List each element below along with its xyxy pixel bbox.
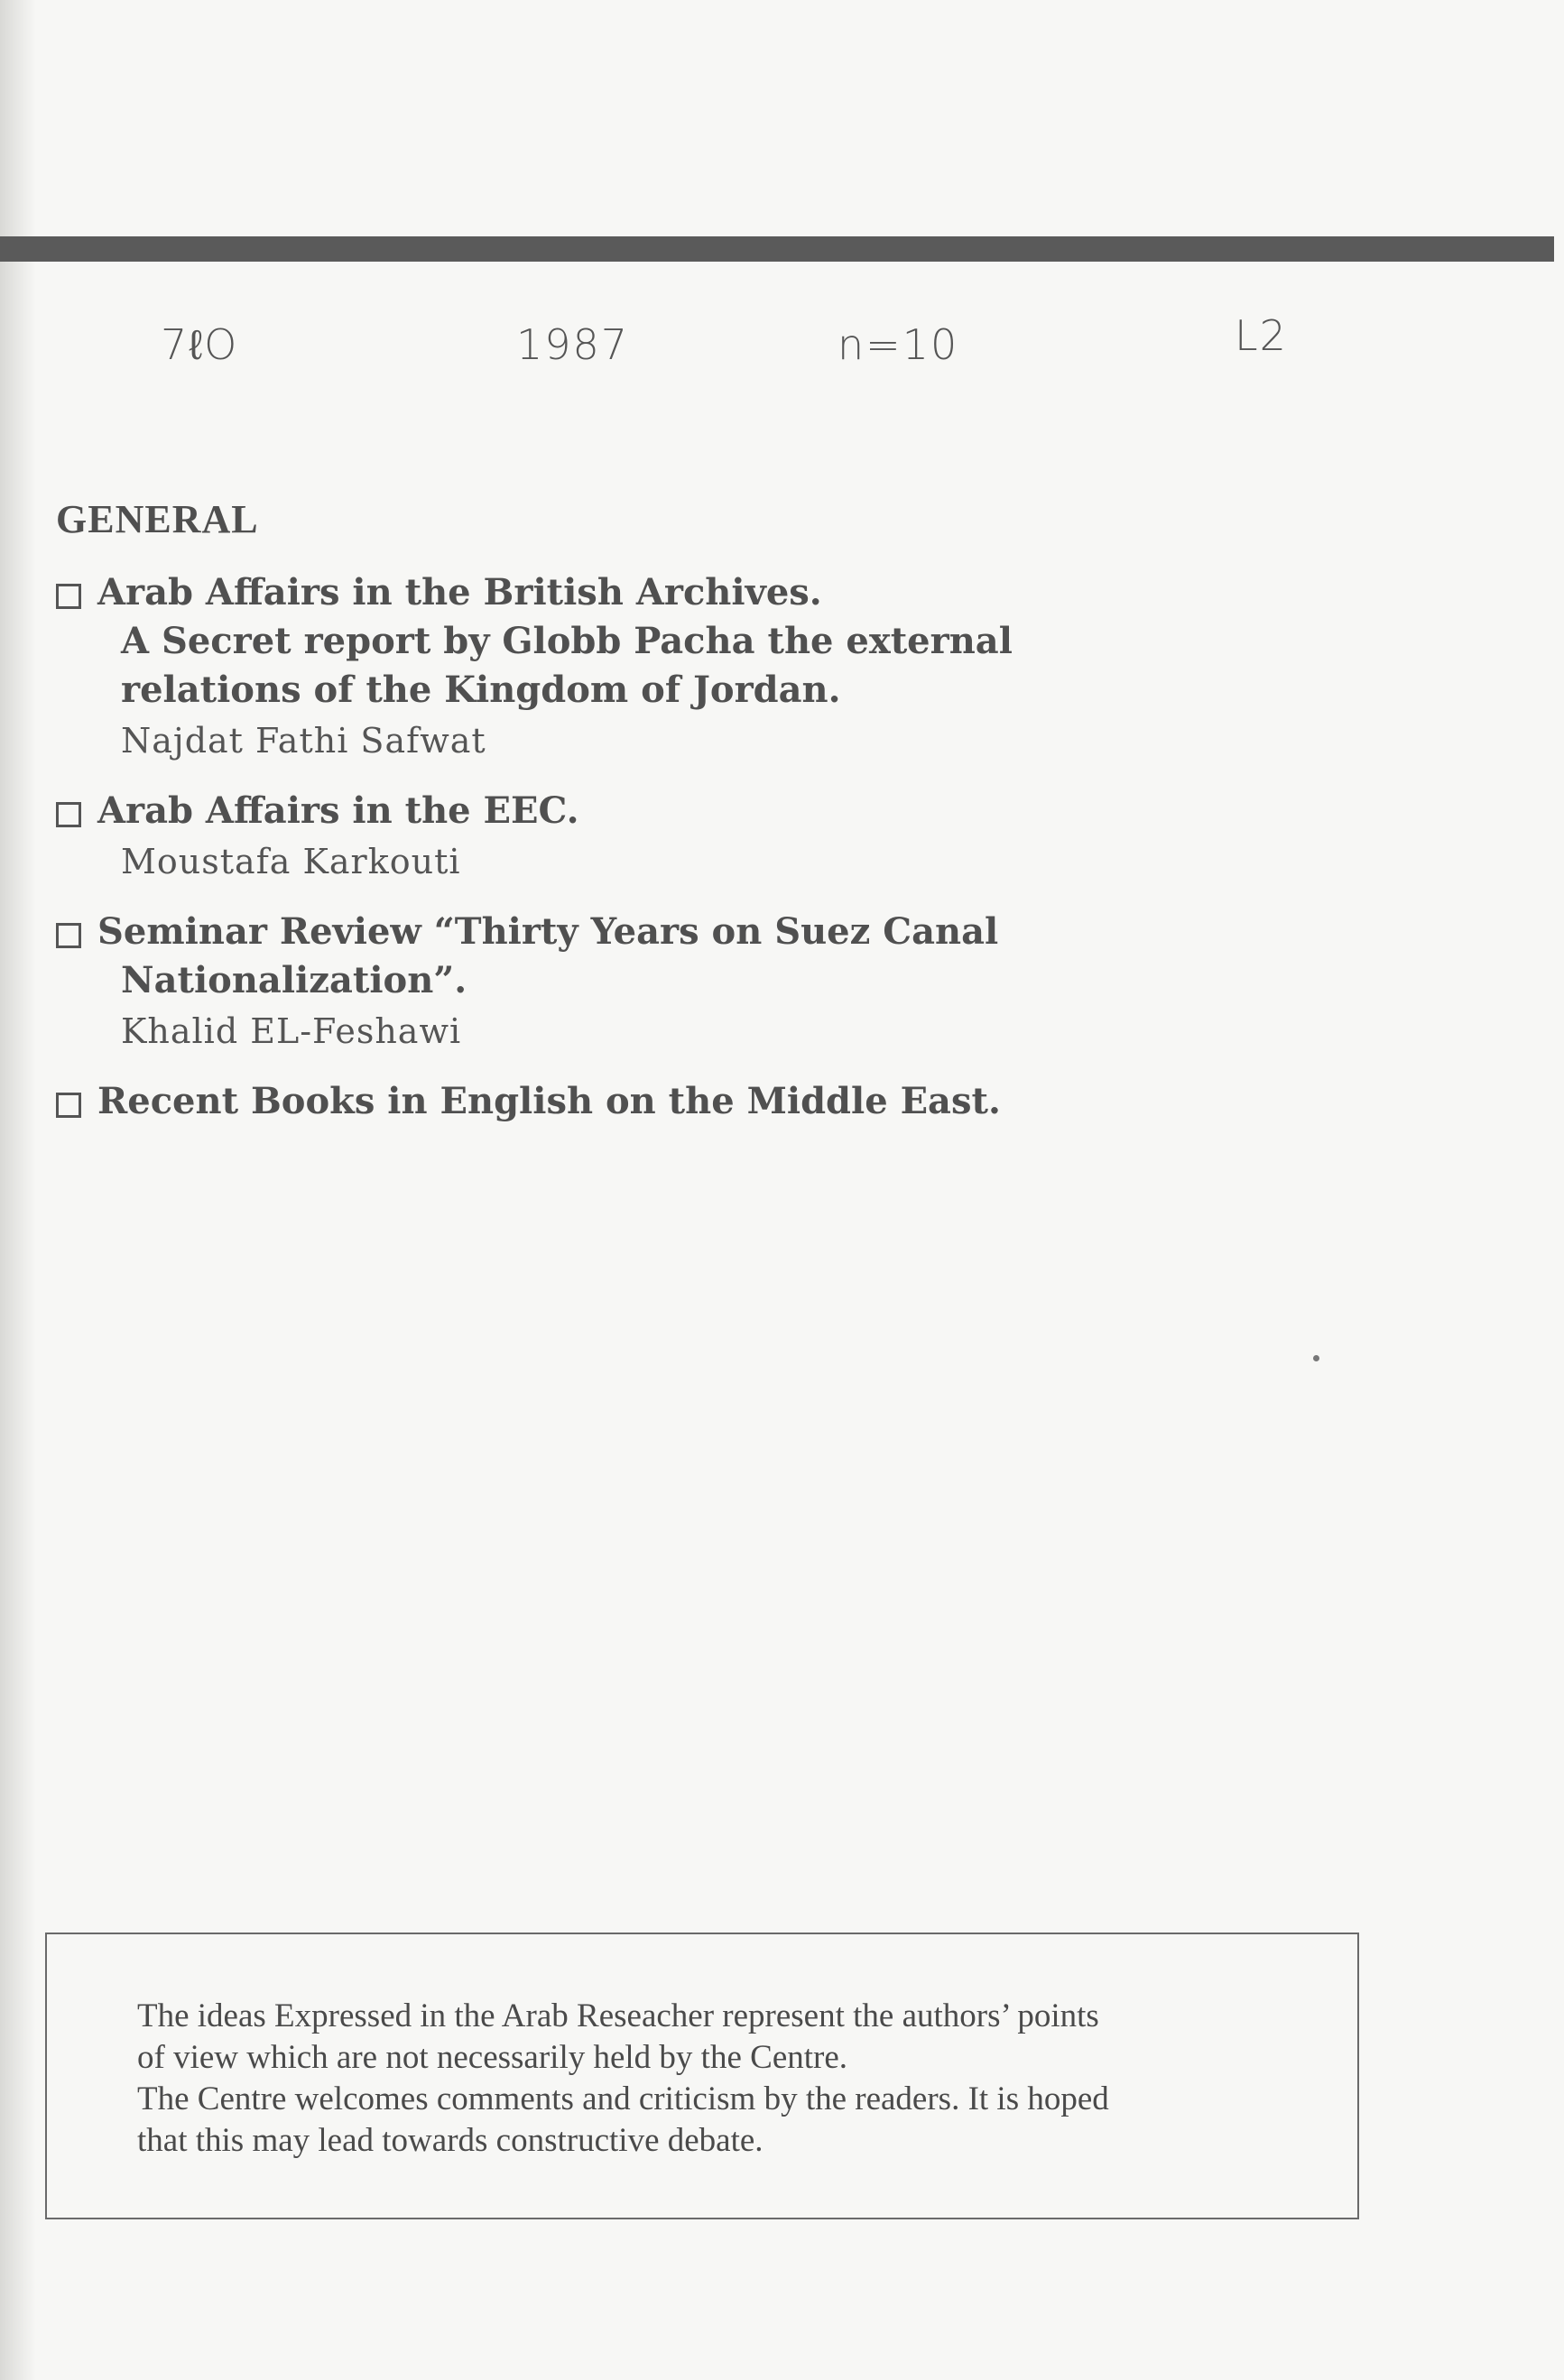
- header-rule: [0, 236, 1554, 262]
- item-author: Khalid EL-Feshawi: [121, 1011, 462, 1051]
- item-title-continuation: A Secret report by Globb Pacha the external: [121, 620, 1013, 662]
- item-title: Recent Books in English on the Middle East.: [97, 1080, 1001, 1122]
- item-title-continuation: relations of the Kingdom of Jordan.: [121, 669, 841, 711]
- disclaimer-text: [137, 1996, 1328, 2162]
- item-title: Arab Affairs in the EEC.: [97, 789, 579, 832]
- disclaimer-line: The Centre welcomes comments and criticism by the readers. It is hoped: [137, 2080, 1109, 2117]
- item-title: Seminar Review “Thirty Years on Suez Canal: [97, 910, 999, 953]
- checkbox-icon: [56, 802, 81, 827]
- disclaimer-line: The ideas Expressed in the Arab Reseacher represent the authors’ points: [137, 1997, 1099, 2034]
- handwritten-note: 1987: [516, 320, 630, 369]
- disclaimer-line: of view which are not necessarily held by the Centre.: [137, 2039, 848, 2076]
- item-title-continuation: Nationalization”.: [121, 959, 467, 1001]
- section-title: GENERAL: [56, 497, 259, 541]
- item-author: Najdat Fathi Safwat: [121, 721, 486, 761]
- page-edge-shadow: [0, 0, 36, 2380]
- handwritten-note: 7ℓO: [161, 320, 239, 369]
- disclaimer-box: [45, 1933, 1359, 2219]
- item-title: Arab Affairs in the British Archives.: [97, 571, 822, 613]
- checkbox-icon: [56, 1093, 81, 1118]
- handwritten-note: n=10: [838, 320, 959, 369]
- item-author: Moustafa Karkouti: [121, 842, 461, 881]
- speck-mark: [1313, 1355, 1319, 1361]
- checkbox-icon: [56, 923, 81, 948]
- disclaimer-line: that this may lead towards constructive debate.: [137, 2122, 763, 2159]
- handwritten-note: L2: [1235, 311, 1288, 360]
- checkbox-icon: [56, 584, 81, 609]
